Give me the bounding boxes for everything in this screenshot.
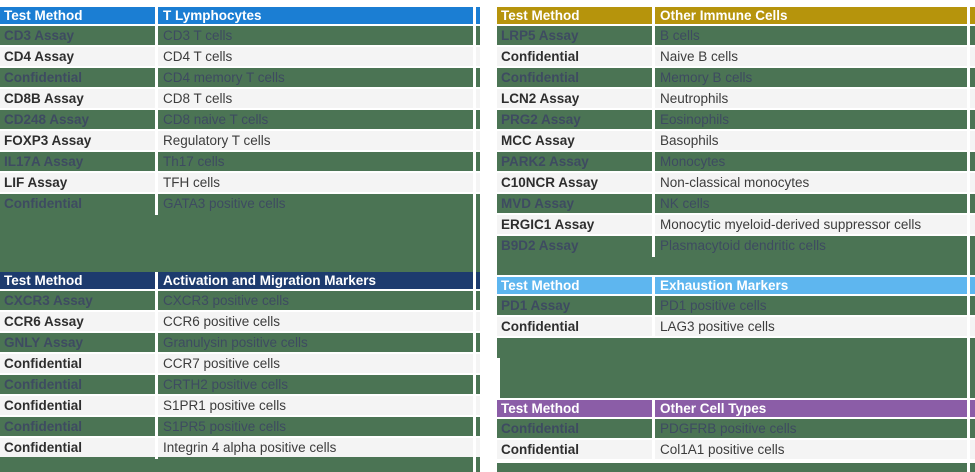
test-method-cell: CCR6 Assay xyxy=(4,314,84,329)
cell-type-cell: Eosinophils xyxy=(660,112,730,127)
cell-type-cell: CCR7 positive cells xyxy=(163,356,281,371)
table-exhaustion-markers xyxy=(497,277,975,338)
cell-type-cell: CD3 T cells xyxy=(163,28,233,43)
table-row xyxy=(0,26,480,45)
test-method-cell: LCN2 Assay xyxy=(501,91,580,106)
table-row xyxy=(497,194,975,213)
green-filler xyxy=(497,338,975,398)
table-row xyxy=(497,26,975,45)
table-row xyxy=(497,440,975,459)
divider-line xyxy=(652,7,655,257)
table-row xyxy=(497,47,975,66)
test-method-cell: Confidential xyxy=(4,70,82,85)
cell-type-cell: PDGFRB positive cells xyxy=(660,421,797,436)
table-activation-and-migration-markers xyxy=(0,272,480,459)
table-row xyxy=(0,396,480,415)
test-method-cell: Confidential xyxy=(4,419,82,434)
table-row xyxy=(0,312,480,331)
table-row xyxy=(0,131,480,150)
cell-type-cell: LAG3 positive cells xyxy=(660,319,775,334)
green-filler xyxy=(497,254,975,275)
divider-line xyxy=(967,7,970,472)
table-other-immune-cells xyxy=(497,7,975,257)
test-method-cell: Confidential xyxy=(501,442,579,457)
test-method-cell: Confidential xyxy=(501,70,579,85)
table-row xyxy=(0,68,480,87)
table-row xyxy=(497,110,975,129)
cell-type-cell: Basophils xyxy=(660,133,719,148)
header-cell-topic: Other Immune Cells xyxy=(660,8,788,23)
test-method-cell: B9D2 Assay xyxy=(501,238,579,253)
table-row xyxy=(0,173,480,192)
test-method-cell: CD8B Assay xyxy=(4,91,84,106)
cell-type-cell: Col1A1 positive cells xyxy=(660,442,785,457)
cell-type-cell: CD4 memory T cells xyxy=(163,70,285,85)
cell-type-cell: Th17 cells xyxy=(163,154,225,169)
table-row xyxy=(0,417,480,436)
divider-line xyxy=(652,400,655,461)
table-header xyxy=(497,400,975,417)
cell-type-cell: Monocytes xyxy=(660,154,726,169)
table-row xyxy=(497,68,975,87)
cell-type-cell: S1PR1 positive cells xyxy=(163,398,287,413)
test-method-cell: MVD Assay xyxy=(501,196,575,211)
header-cell-test-method: Test Method xyxy=(4,8,83,23)
test-method-cell: PD1 Assay xyxy=(501,298,571,313)
table-row xyxy=(497,236,975,255)
table-row xyxy=(0,291,480,310)
cell-type-cell: TFH cells xyxy=(163,175,220,190)
cell-type-cell: S1PR5 positive cells xyxy=(163,419,287,434)
table-header xyxy=(497,277,975,294)
header-cell-test-method: Test Method xyxy=(4,273,83,288)
test-method-cell: Confidential xyxy=(4,356,82,371)
header-cell-topic: Activation and Migration Markers xyxy=(163,273,377,288)
cell-type-cell: CD8 T cells xyxy=(163,91,233,106)
header-cell-topic: T Lymphocytes xyxy=(163,8,262,23)
cell-type-cell: CD8 naive T cells xyxy=(163,112,269,127)
right-column xyxy=(497,0,975,472)
table-row xyxy=(497,152,975,171)
test-method-cell: CD4 Assay xyxy=(4,49,75,64)
table-header xyxy=(497,7,975,24)
cell-type-cell: Non-classical monocytes xyxy=(660,175,810,190)
table-other-cell-types xyxy=(497,400,975,461)
left-column xyxy=(0,0,480,472)
cell-type-cell: Granulysin positive cells xyxy=(163,335,308,350)
test-method-cell: Confidential xyxy=(501,49,579,64)
cell-type-cell: Memory B cells xyxy=(660,70,753,85)
table-row xyxy=(497,131,975,150)
table-row xyxy=(0,438,480,457)
test-method-cell: CD3 Assay xyxy=(4,28,75,43)
cell-type-cell: Plasmacytoid dendritic cells xyxy=(660,238,826,253)
table-row xyxy=(497,173,975,192)
header-cell-test-method: Test Method xyxy=(501,278,580,293)
cell-type-cell: Monocytic myeloid-derived suppressor cells xyxy=(660,217,922,232)
cell-type-cell: CD4 T cells xyxy=(163,49,233,64)
cell-type-cell: CRTH2 positive cells xyxy=(163,377,289,392)
test-method-cell: MCC Assay xyxy=(501,133,575,148)
test-method-cell: LIF Assay xyxy=(4,175,68,190)
cell-type-cell: GATA3 positive cells xyxy=(163,196,286,211)
test-method-cell: LRP5 Assay xyxy=(501,28,579,43)
table-row xyxy=(0,333,480,352)
table-row xyxy=(497,215,975,234)
table-row xyxy=(0,89,480,108)
table-row xyxy=(497,296,975,315)
test-method-cell: Confidential xyxy=(4,196,82,211)
cell-type-cell: Neutrophils xyxy=(660,91,729,106)
test-method-cell: IL17A Assay xyxy=(4,154,84,169)
test-method-cell: Confidential xyxy=(4,377,82,392)
table-row xyxy=(497,317,975,336)
table-header xyxy=(0,272,480,289)
cell-type-cell: Regulatory T cells xyxy=(163,133,271,148)
test-method-cell: Confidential xyxy=(4,440,82,455)
test-method-cell: PARK2 Assay xyxy=(501,154,589,169)
test-method-cell: Confidential xyxy=(501,319,579,334)
cell-type-cell: NK cells xyxy=(660,196,710,211)
cell-type-cell: CXCR3 positive cells xyxy=(163,293,290,308)
table-row xyxy=(0,152,480,171)
green-filler xyxy=(0,457,480,472)
table-header xyxy=(0,7,480,24)
header-cell-test-method: Test Method xyxy=(501,8,580,23)
green-filler xyxy=(0,212,480,272)
green-filler xyxy=(497,463,975,472)
cell-type-cell: CCR6 positive cells xyxy=(163,314,281,329)
table-row xyxy=(497,419,975,438)
table-row xyxy=(0,110,480,129)
header-cell-topic: Exhaustion Markers xyxy=(660,278,789,293)
table-row xyxy=(0,47,480,66)
test-method-cell: Confidential xyxy=(4,398,82,413)
table-row xyxy=(0,194,480,213)
divider-line xyxy=(155,272,158,459)
table-row xyxy=(0,354,480,373)
test-method-cell: FOXP3 Assay xyxy=(4,133,92,148)
test-method-cell: GNLY Assay xyxy=(4,335,84,350)
cell-type-cell: PD1 positive cells xyxy=(660,298,767,313)
test-method-cell: Confidential xyxy=(501,421,579,436)
divider-line xyxy=(155,7,158,215)
table-row xyxy=(0,375,480,394)
table-t-lymphocytes xyxy=(0,7,480,215)
test-method-cell: ERGIC1 Assay xyxy=(501,217,595,232)
test-method-cell: CD248 Assay xyxy=(4,112,90,127)
cell-type-cell: B cells xyxy=(660,28,700,43)
header-cell-test-method: Test Method xyxy=(501,401,580,416)
divider-line xyxy=(473,7,476,472)
test-method-cell: CXCR3 Assay xyxy=(4,293,93,308)
cell-type-cell: Naive B cells xyxy=(660,49,739,64)
table-row xyxy=(497,89,975,108)
divider-line xyxy=(497,358,500,398)
header-cell-topic: Other Cell Types xyxy=(660,401,767,416)
divider-line xyxy=(652,277,655,338)
test-method-cell: C10NCR Assay xyxy=(501,175,599,190)
test-method-cell: PRG2 Assay xyxy=(501,112,581,127)
cell-type-cell: Integrin 4 alpha positive cells xyxy=(163,440,337,455)
